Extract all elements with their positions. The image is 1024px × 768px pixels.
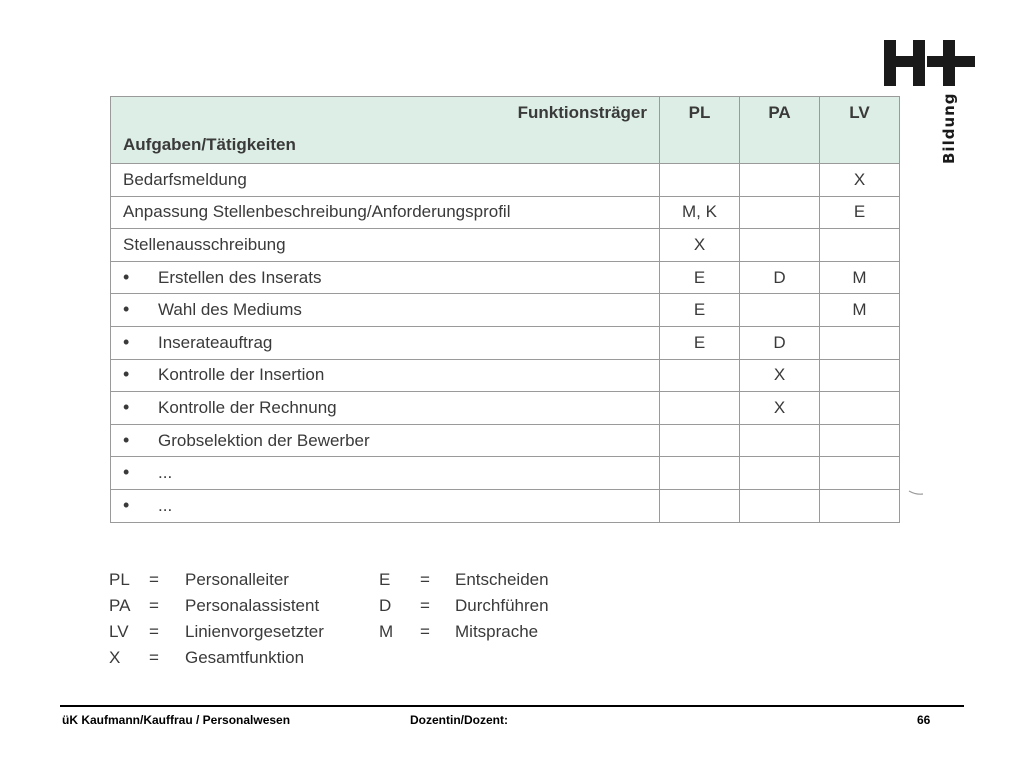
legend-abbr: X (109, 648, 121, 667)
matrix-row (111, 326, 900, 359)
task-cell (111, 489, 660, 522)
role-value-pa (740, 489, 820, 522)
role-value-pa (740, 294, 820, 327)
role-value-lv (820, 229, 900, 262)
legend-equals: = (420, 570, 430, 589)
task-cell (111, 392, 660, 425)
role-value-pa (740, 229, 820, 262)
matrix-row (111, 392, 900, 425)
legend-meaning: Personalassistent (185, 596, 320, 615)
role-value-lv: E (820, 196, 900, 229)
task-label: Stellenausschreibung (123, 234, 286, 254)
logo-wordmark: Bildung (940, 92, 958, 164)
role-header-pl: PL (660, 97, 740, 164)
task-cell (111, 457, 660, 490)
legend-equals: = (420, 622, 430, 641)
role-value-pa (740, 457, 820, 490)
matrix-row (111, 229, 900, 262)
task-cell (111, 359, 660, 392)
scan-mark (908, 490, 924, 496)
legend-abbr: D (379, 596, 392, 615)
bullet-icon: • (123, 462, 130, 483)
bullet-icon: • (123, 429, 130, 450)
matrix-row (111, 196, 900, 229)
task-label: Kontrolle der Rechnung (158, 397, 337, 417)
role-value-pl: X (660, 229, 740, 262)
bullet-icon: • (123, 494, 130, 515)
task-label: Wahl des Mediums (158, 300, 302, 320)
legend-abbr: M (379, 622, 394, 641)
task-cell (111, 261, 660, 294)
legend-meaning: Durchführen (455, 596, 549, 615)
role-value-pa: X (740, 359, 820, 392)
legend-meaning: Gesamtfunktion (185, 648, 305, 667)
legend-abbr: E (379, 570, 391, 589)
task-label: Grobselektion der Bewerber (158, 430, 370, 450)
task-label: Inserateauftrag (158, 332, 273, 352)
role-value-pl (660, 359, 740, 392)
matrix-row (111, 489, 900, 522)
matrix-header-task-cell (111, 97, 660, 164)
role-value-pl: E (660, 326, 740, 359)
role-value-pa (740, 164, 820, 197)
matrix-row (111, 294, 900, 327)
role-value-lv: X (820, 164, 900, 197)
legend-meaning: Linienvorgesetzter (185, 622, 324, 641)
footer-course: üK Kaufmann/Kauffrau / Personalwesen (62, 713, 291, 727)
task-cell (111, 164, 660, 197)
role-value-pa: D (740, 326, 820, 359)
legend-meaning: Mitsprache (455, 622, 539, 641)
bullet-icon: • (123, 266, 130, 287)
bullet-icon: • (123, 364, 130, 385)
responsibility-matrix (110, 96, 900, 523)
role-value-lv (820, 359, 900, 392)
bullet-icon: • (123, 299, 130, 320)
role-value-pa: D (740, 261, 820, 294)
role-value-lv (820, 392, 900, 425)
matrix-row (111, 424, 900, 457)
task-cell (111, 424, 660, 457)
role-value-lv (820, 457, 900, 490)
matrix-row (111, 359, 900, 392)
task-label: Erstellen des Inserats (158, 267, 322, 287)
page-number: 66 (917, 713, 931, 727)
role-value-pa (740, 196, 820, 229)
footer-lecturer-label: Dozentin/Dozent: (410, 713, 508, 727)
role-value-lv (820, 424, 900, 457)
role-value-pl (660, 489, 740, 522)
task-label: ... (158, 495, 173, 515)
role-value-pl (660, 164, 740, 197)
task-cell (111, 196, 660, 229)
bullet-icon: • (123, 331, 130, 352)
role-value-pl: E (660, 261, 740, 294)
matrix-header-row (111, 97, 900, 164)
legend-abbr: PA (109, 596, 131, 615)
role-value-lv: M (820, 294, 900, 327)
role-value-pl (660, 392, 740, 425)
legend-meaning: Entscheiden (455, 570, 549, 589)
task-cell (111, 326, 660, 359)
role-header-lv: LV (820, 97, 900, 164)
task-label: Anpassung Stellenbeschreibung/Anforderungsprofil (123, 202, 511, 222)
matrix-row (111, 164, 900, 197)
functions-header: Funktionsträger (517, 103, 647, 122)
legend-equals: = (149, 622, 159, 641)
task-cell (111, 229, 660, 262)
legend-equals: = (149, 570, 159, 589)
role-value-lv: M (820, 261, 900, 294)
task-label: ... (158, 463, 173, 483)
legend-abbr: PL (109, 570, 130, 589)
legend-meaning: Personalleiter (185, 570, 289, 589)
role-value-lv (820, 326, 900, 359)
role-header-pa: PA (740, 97, 820, 164)
role-value-pl: M, K (660, 196, 740, 229)
role-value-pa (740, 424, 820, 457)
tasks-header: Aufgaben/Tätigkeiten (123, 135, 296, 154)
task-cell (111, 294, 660, 327)
legend-abbr: LV (109, 622, 129, 641)
legend-equals: = (149, 648, 159, 667)
task-label: Bedarfsmeldung (123, 169, 247, 189)
footer-divider (60, 705, 964, 707)
matrix-row (111, 261, 900, 294)
role-value-pl (660, 424, 740, 457)
legend-equals: = (149, 596, 159, 615)
role-value-lv (820, 489, 900, 522)
role-value-pa: X (740, 392, 820, 425)
bullet-icon: • (123, 396, 130, 417)
role-value-pl: E (660, 294, 740, 327)
task-label: Kontrolle der Insertion (158, 365, 325, 385)
legend-equals: = (420, 596, 430, 615)
matrix-row (111, 457, 900, 490)
role-value-pl (660, 457, 740, 490)
